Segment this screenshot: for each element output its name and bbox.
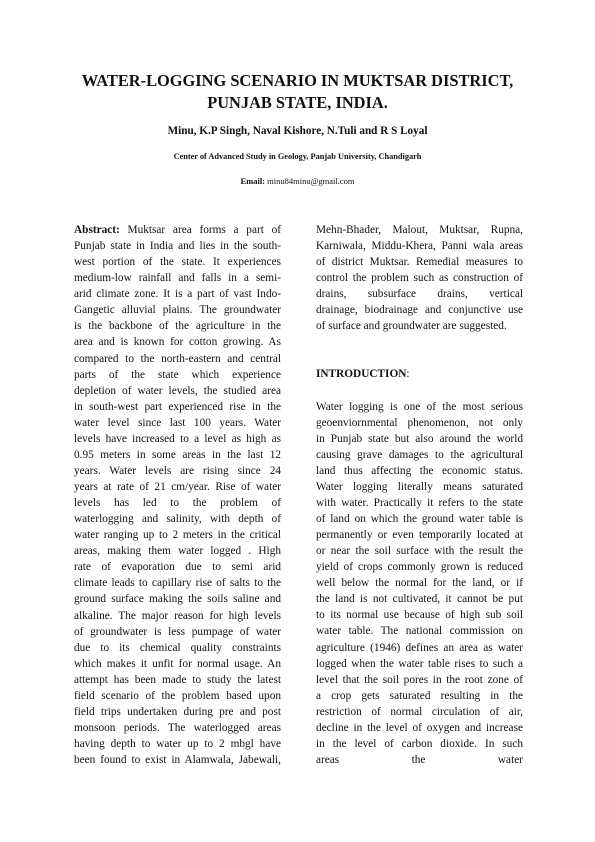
intro-line: the land is not cultivated, it cannot be put — [316, 593, 523, 606]
intro-line: with water. Practically it refers to the state — [316, 496, 523, 509]
abstract-line: field scenario of the problem based upon — [74, 689, 281, 702]
paper-title — [60, 70, 535, 114]
right-column — [316, 222, 523, 768]
intro-line: land thus affecting the economic status. — [316, 464, 523, 477]
abstract-line: ground surface making the soils saline and — [74, 593, 281, 606]
abstract-line: due to its chemical quality constraints — [74, 641, 281, 654]
abstract-line: Mehn-Bhader, Malout, Muktsar, Rupna, — [316, 224, 523, 236]
email-address[interactable]: minu84minu@gmail.com — [265, 176, 355, 186]
intro-line: logged when the water table rises to such a — [316, 657, 523, 670]
abstract-line: years. Water levels are rising since 24 — [74, 464, 281, 477]
abstract-line: drainage, biodrainage and conjunctive use — [316, 304, 523, 317]
intro-line: water table. The national commission on — [316, 625, 523, 638]
abstract-line: levels has led to the problem of — [74, 497, 281, 510]
intro-line: to its normal use because of high sub soil — [316, 609, 523, 622]
abstract-line: which makes it unfit for normal usage. An — [74, 657, 281, 670]
abstract-line: water ranging up to 2 meters in the critical — [74, 529, 281, 542]
abstract-line: is the backbone of the agriculture in the — [74, 320, 281, 333]
abstract-line: areas, making them water logged . High — [74, 545, 281, 558]
abstract-line: drains, subsurface drains, vertical — [316, 288, 523, 301]
abstract-line: in south-west part experienced rise in the — [74, 400, 281, 413]
abstract-line: levels have increased to a level as high as — [74, 432, 281, 445]
abstract-line: monsoon periods. The waterlogged areas — [74, 721, 281, 734]
abstract-line: arid climate zone. It is a part of vast Indo- — [74, 288, 281, 301]
abstract-line: west portion of the state. It experiences — [74, 256, 281, 269]
abstract-line: depletion of water levels, the studied area — [74, 384, 281, 397]
contact-email — [60, 176, 535, 186]
abstract-first-line — [74, 222, 281, 238]
abstract-line: 0.95 meters in some areas in the last 12 — [74, 448, 281, 461]
abstract-line: compared to the north-eastern and central — [74, 352, 281, 365]
abstract-text: Muktsar area forms a part of — [119, 224, 281, 236]
intro-line: a crop gets saturated resulting in the — [316, 689, 523, 702]
intro-line: geoenviornmental phenomenon, not only — [316, 416, 523, 429]
abstract-line: of surface and groundwater are suggested. — [316, 320, 507, 333]
abstract-line: Punjab state in India and lies in the south- — [74, 240, 281, 253]
email-label: Email: — [240, 176, 266, 186]
intro-line: yield of crops commonly grown is reduced — [316, 561, 523, 574]
heading-colon: : — [406, 368, 410, 381]
title-line: WATER-LOGGING SCENARIO IN MUKTSAR DISTRICT, — [81, 71, 514, 90]
intro-line: in Punjab state but also around the world — [316, 432, 523, 445]
abstract-line: years at rate of 21 cm/year. Rise of water — [74, 481, 281, 493]
abstract-line: Gangetic alluvial plains. The groundwater — [74, 304, 281, 317]
abstract-line: water level since last 100 years. Water — [74, 416, 281, 429]
title-line: PUNJAB STATE, INDIA. — [207, 93, 388, 112]
intro-line: Water logging literally means saturated — [316, 480, 523, 493]
abstract-line: attempt has been made to study the latest — [74, 673, 281, 686]
abstract-line: Karniwala, Middu-Khera, Panni wala areas — [316, 240, 523, 253]
abstract-line: control the problem such as construction of — [316, 272, 523, 285]
abstract-line: alkaline. The major reason for high levels — [74, 609, 281, 622]
abstract-line: parts of the state which experience — [74, 368, 281, 381]
intro-line: agriculture (1946) defines an area as water — [316, 641, 523, 654]
abstract-line: having depth to water up to 2 mbgl have — [74, 738, 281, 750]
abstract-line: waterlogging and salinity, with depth of — [74, 513, 281, 526]
intro-line: or near the soil surface with the result the — [316, 545, 523, 558]
introduction-heading — [316, 366, 523, 382]
abstract-line: field trips undertaken during pre and post — [74, 705, 281, 718]
abstract-line: area and is known for cotton growing. As — [74, 336, 281, 349]
abstract-line: medium-low rainfall and falls in a semi- — [74, 272, 281, 285]
section-spacer — [316, 334, 523, 366]
intro-line: restriction of normal circulation of air, — [316, 705, 523, 718]
author-list: Minu, K.P Singh, Naval Kishore, N.Tuli and R S Loyal — [167, 125, 428, 137]
intro-line: well below the normal for the land, or if — [316, 577, 523, 590]
intro-line: areas the water — [316, 753, 523, 766]
affiliation: Center of Advanced Study in Geology, Panjab University, Chandigarh — [173, 152, 422, 161]
intro-line: level that the soil pores in the root zone of — [316, 673, 523, 686]
heading-text: INTRODUCTION — [316, 368, 407, 381]
heading-spacer — [316, 383, 523, 399]
abstract-label: Abstract: — [74, 224, 120, 236]
intro-line: Water logging is one of the most serious — [316, 400, 523, 413]
intro-line: of land on which the ground water table is — [316, 513, 523, 525]
abstract-line: climate leads to capillary rise of salts to the — [74, 577, 281, 590]
abstract-line: of district Muktsar. Remedial measures to — [316, 256, 523, 269]
intro-line: causing grave damages to the agricultural — [316, 448, 523, 461]
intro-line: permanently or even temporarily located at — [316, 529, 523, 542]
abstract-line: of groundwater is less pumpage of water — [74, 625, 281, 638]
abstract-column — [74, 222, 281, 768]
abstract-line: been found to exist in Alamwala, Jabewali, — [74, 754, 281, 767]
intro-line: in the level of carbon dioxide. In such — [316, 737, 523, 750]
abstract-line: rate of evaporation due to semi arid — [74, 561, 281, 574]
intro-line: decline in the level of oxygen and increase — [316, 721, 523, 734]
